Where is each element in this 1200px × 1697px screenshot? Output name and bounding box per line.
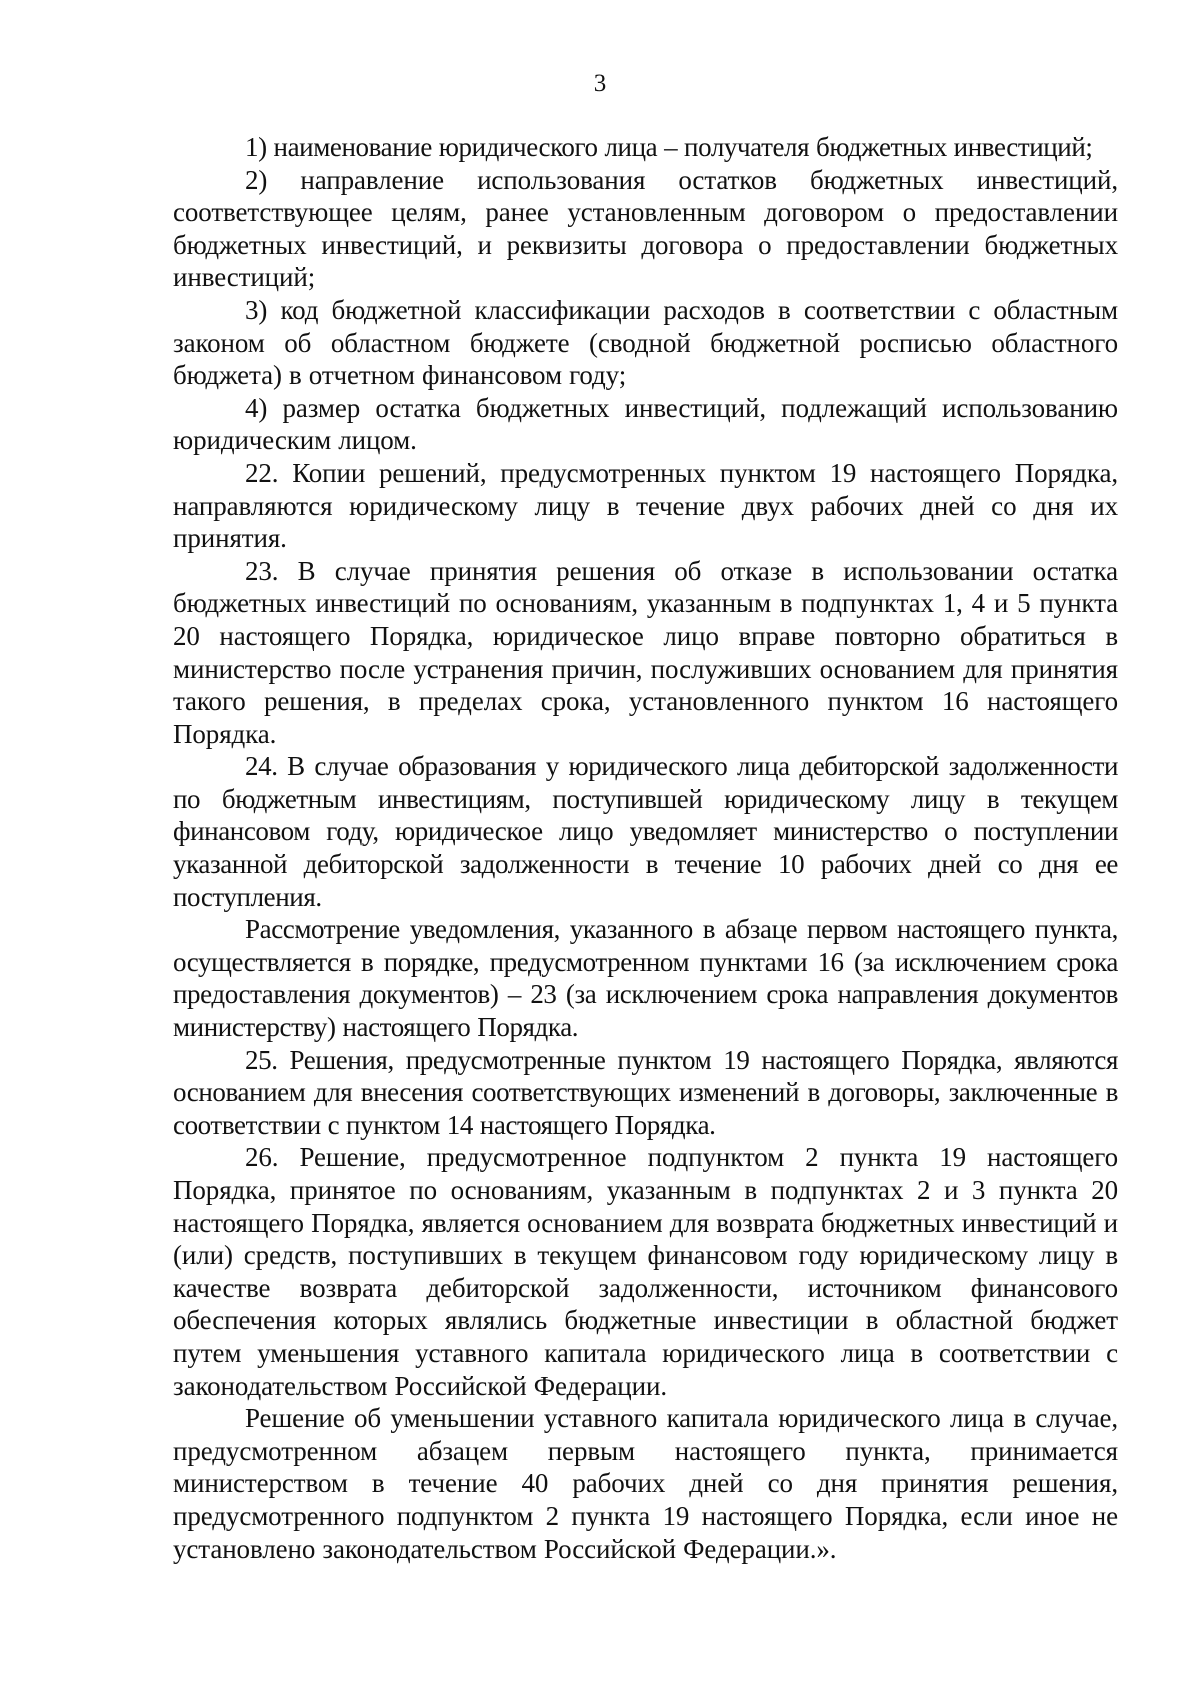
- paragraph-item-23: 23. В случае принятия решения об отказе в использовании остатка бюджетных инвестиций по основаниям, указанным в подпунктах 1, 4 и 5 пункта 20 настоящего Порядка, юридическое лицо вправе повторно обратиться в министерство после устранения причин, послуживших основанием для принятия такого решения, в пределах срока, установленного пунктом 16 настоящего Порядка.: [173, 555, 1118, 749]
- paragraph-item-25: 25. Решения, предусмотренные пунктом 19 настоящего Порядка, являются основанием для внесения соответствующих изменений в договоры, заключенные в соответствии с пунктом 14 настоящего Порядка.: [173, 1044, 1118, 1140]
- paragraph-item-26: 26. Решение, предусмотренное подпунктом 2 пункта 19 настоящего Порядка, принятое по основаниям, указанным в подпунктах 2 и 3 пункта 20 настоящего Порядка, является основанием для возврата бюджетных инвестиций и (или) средств, поступивших в текущем финансовом году юридическому лицу в качестве возврата дебиторской задолженности, источником финансового обеспечения которых являлись бюджетные инвестиции в областной бюджет путем уменьшения уставного капитала юридического лица в соответствии с законодательством Российской Федерации.: [173, 1142, 1118, 1401]
- page-number: 3: [593, 70, 607, 97]
- paragraph-subitem-3: 3) код бюджетной классификации расходов в соответствии с областным законом об областном бюджете (сводной бюджетной росписью областного бюджета) в отчетном финансовом году;: [173, 294, 1118, 391]
- paragraph-item-24-review: Рассмотрение уведомления, указанного в абзаце первом настоящего пункта, осуществляется в порядке, предусмотренном пунктами 16 (за исключением срока предоставления документов) – 23 (за исключением срока направления документов министерству) настоящего Порядка.: [173, 914, 1118, 1043]
- paragraph-subitem-2: 2) направление использования остатков бюджетных инвестиций, соответствующее целям, ранее установленным договором о предоставлении бюджетных инвестиций, и реквизиты договора о предоставлении бюджетных инвестиций;: [173, 164, 1118, 293]
- document-body: [173, 131, 1118, 1565]
- paragraph-subitem-4: 4) размер остатка бюджетных инвестиций, подлежащий использованию юридическим лицом.: [173, 392, 1118, 456]
- paragraph-item-24: 24. В случае образования у юридического лица дебиторской задолженности по бюджетным инвестициям, поступившей юридическому лицу в текущем финансовом году, юридическое лицо уведомляет министерство о поступлении указанной дебиторской задолженности в течение 10 рабочих дней со дня ее поступления.: [173, 751, 1118, 912]
- paragraph-item-26-capital: Решение об уменьшении уставного капитала юридического лица в случае, предусмотренном абзацем первым настоящего пункта, принимается министерством в течение 40 рабочих дней со дня принятия решения, предусмотренного подпунктом 2 пункта 19 настоящего Порядка, если иное не установлено законодательством Российской Федерации.».: [173, 1403, 1118, 1564]
- paragraph-item-22: 22. Копии решений, предусмотренных пунктом 19 настоящего Порядка, направляются юридическому лицу в течение двух рабочих дней со дня их принятия.: [173, 457, 1118, 554]
- paragraph-subitem-1: 1) наименование юридического лица – получателя бюджетных инвестиций;: [245, 132, 1093, 162]
